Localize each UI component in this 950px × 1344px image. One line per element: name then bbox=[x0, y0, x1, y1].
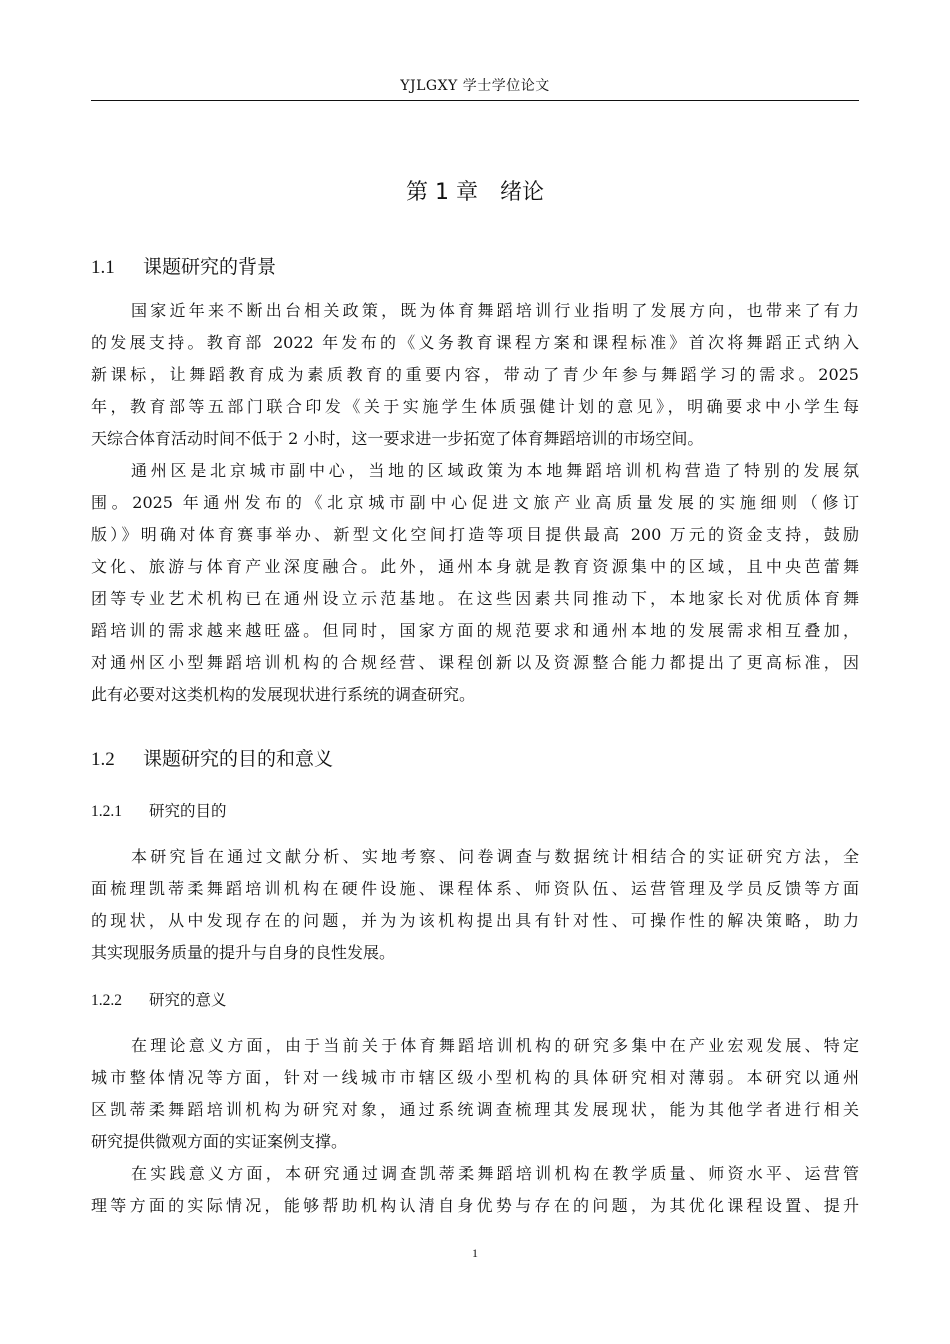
subsection-number: 1.2.2 bbox=[91, 992, 122, 1009]
text-line: 通州区是北京城市副中心，当地的区域政策为本地舞蹈培训机构营造了特别的发展氛 bbox=[131, 461, 859, 480]
text-line: 理等方面的实际情况，能够帮助机构认清自身优势与存在的问题，为其优化课程设置、提升 bbox=[91, 1196, 859, 1215]
header-rule bbox=[91, 100, 859, 101]
text-line: 版）》明确对体育赛事举办、新型文化空间打造等项目提供最高 200 万元的资金支持，鼓励 bbox=[91, 525, 859, 544]
text-line: 国家近年来不断出台相关政策，既为体育舞蹈培训行业指明了发展方向，也带来了有力 bbox=[131, 301, 859, 320]
subsection-title: 研究的目的 bbox=[149, 802, 227, 820]
section-heading-1-2 bbox=[91, 745, 333, 774]
page-number: 1 bbox=[472, 1246, 478, 1260]
section-title: 课题研究的背景 bbox=[143, 256, 277, 278]
text-line: 新课标，让舞蹈教育成为素质教育的重要内容，带动了青少年参与舞蹈学习的需求。2025 bbox=[91, 365, 859, 384]
text-line: 文化、旅游与体育产业深度融合。此外，通州本身就是教育资源集中的区域，且中央芭蕾舞 bbox=[91, 557, 859, 576]
text-line: 在实践意义方面，本研究通过调查凯蒂柔舞蹈培训机构在教学质量、师资水平、运营管 bbox=[131, 1164, 859, 1183]
section-title: 课题研究的目的和意义 bbox=[143, 748, 334, 770]
text-line: 的发展支持。教育部 2022 年发布的《义务教育课程方案和课程标准》首次将舞蹈正式纳入 bbox=[91, 333, 859, 352]
text-line: 天综合体育活动时间不低于 2 小时，这一要求进一步拓宽了体育舞蹈培训的市场空间。 bbox=[91, 429, 704, 448]
section-heading-1-1 bbox=[91, 253, 276, 282]
text-line: 城市整体情况等方面，针对一线城市市辖区级小型机构的具体研究相对薄弱。本研究以通州 bbox=[91, 1068, 859, 1087]
subsection-title: 研究的意义 bbox=[149, 991, 227, 1009]
section-number: 1.1 bbox=[91, 257, 115, 278]
subsection-heading-1-2-2 bbox=[91, 988, 227, 1013]
text-line: 的现状，从中发现存在的问题，并为为该机构提出具有针对性、可操作性的解决策略，助力 bbox=[91, 911, 859, 930]
subsection-number: 1.2.1 bbox=[91, 803, 122, 820]
text-line: 对通州区小型舞蹈培训机构的合规经营、课程创新以及资源整合能力都提出了更高标准，因 bbox=[91, 653, 859, 672]
text-line: 区凯蒂柔舞蹈培训机构为研究对象，通过系统调查梳理其发展现状，能为其他学者进行相关 bbox=[91, 1100, 859, 1119]
text-line: 围。2025 年通州发布的《北京城市副中心促进文旅产业高质量发展的实施细则（修订 bbox=[91, 493, 859, 512]
text-line: 蹈培训的需求越来越旺盛。但同时，国家方面的规范要求和通州本地的发展需求相互叠加， bbox=[91, 621, 859, 640]
subsection-heading-1-2-1 bbox=[91, 799, 227, 824]
text-line: 研究提供微观方面的实证案例支撑。 bbox=[91, 1132, 348, 1151]
text-line: 此有必要对这类机构的发展现状进行系统的调查研究。 bbox=[91, 685, 476, 704]
text-line: 面梳理凯蒂柔舞蹈培训机构在硬件设施、课程体系、师资队伍、运营管理及学员反馈等方面 bbox=[91, 879, 859, 898]
section-number: 1.2 bbox=[91, 749, 115, 770]
text-line: 本研究旨在通过文献分析、实地考察、问卷调查与数据统计相结合的实证研究方法，全 bbox=[131, 847, 859, 866]
text-line: 其实现服务质量的提升与自身的良性发展。 bbox=[91, 943, 396, 962]
running-header: YJLGXY 学士学位论文 bbox=[400, 78, 550, 94]
text-line: 在理论意义方面，由于当前关于体育舞蹈培训机构的研究多集中在产业宏观发展、特定 bbox=[131, 1036, 859, 1055]
text-line: 年，教育部等五部门联合印发《关于实施学生体质强健计划的意见》，明确要求中小学生每 bbox=[91, 397, 859, 416]
text-line: 团等专业艺术机构已在通州设立示范基地。在这些因素共同推动下，本地家长对优质体育舞 bbox=[91, 589, 859, 608]
chapter-title: 第 1 章 绪论 bbox=[406, 180, 544, 205]
